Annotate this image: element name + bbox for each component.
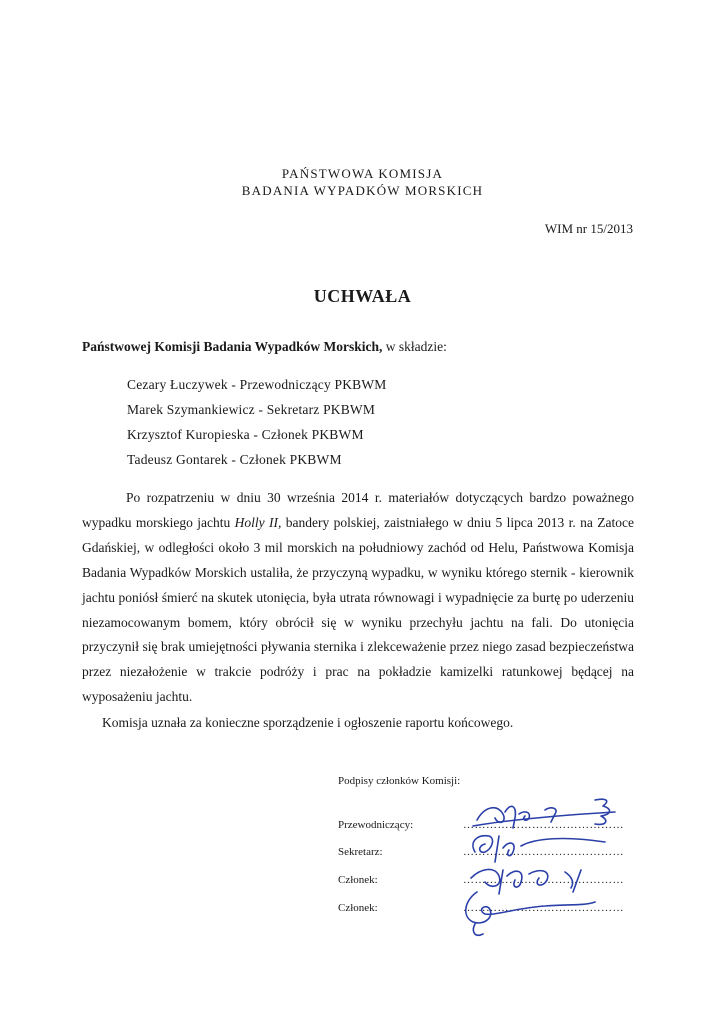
- signature-row-member-1: [338, 874, 624, 886]
- header-line-2: BADANIA WYPADKÓW MORSKICH: [241, 183, 484, 198]
- page-title: UCHWAŁA: [313, 286, 412, 306]
- member-1: Krzysztof Kuropieska - Członek PKBWM: [127, 427, 364, 442]
- intro-commission-name: Państwowej Komisji Badania Wypadków Morskich,: [82, 339, 383, 354]
- member-2: Tadeusz Gontarek - Członek PKBWM: [127, 452, 342, 467]
- vessel-name: Holly II,: [234, 514, 282, 530]
- signature-row-secretary: [338, 846, 624, 858]
- intro-rest: w składzie:: [382, 339, 447, 354]
- signature-label: Członek:: [338, 874, 378, 886]
- signature-member-2: [466, 892, 595, 935]
- signature-label: Przewodniczący:: [338, 819, 414, 831]
- signature-label: Sekretarz:: [338, 846, 383, 858]
- conclusion-paragraph: Komisja uznała za konieczne sporządzenie i ogłoszenie raportu końcowego.: [102, 715, 514, 730]
- intro-line: [82, 339, 447, 355]
- signature-line: ……………………………………: [463, 819, 624, 831]
- signature-line: ……………………………………: [463, 902, 624, 914]
- paragraph-start: Po rozpatrzeniu w dniu 30 września 2014 r. materiałów dotyczących bardzo poważnego wypadku morskiego jachtu: [82, 490, 634, 530]
- handwritten-signatures: [455, 792, 630, 942]
- signature-line: ……………………………………: [463, 846, 624, 858]
- signatures-title: Podpisy członków Komisji:: [338, 775, 461, 787]
- member-secretary: Marek Szymankiewicz - Sekretarz PKBWM: [127, 402, 376, 417]
- paragraph-end: bandery polskiej, zaistniałego w dniu 5 lipca 2013 r. na Zatoce Gdańskiej, w odległości około 3 mil morskich na południowy zachód od Helu, Państwowa Komisja Badania Wypadków Morskich ustaliła, że przyczyną wypadku, w wyniku którego sternik - kierownik jachtu poniósł śmierć na skutek utonięcia, była utrata równowagi i wypadnięcie za burtę po uderzeniu niezamocowanym bomem, który obrócił się w wyniku przechyłu jachtu na fali. Do utonięcia przyczynił się brak umiejętności pływania sternika i zlekceważenie przez niego zasad bezpieczeństwa przez niezałożenie w trakcie podróży i prac na pokładzie kamizelki ratunkowej będącej na wyposażeniu jachtu.: [82, 514, 634, 705]
- document-reference: WIM nr 15/2013: [544, 221, 633, 236]
- header-line-1: PAŃSTWOWA KOMISJA: [281, 166, 444, 181]
- signature-secretary: [473, 836, 605, 862]
- resolution-paragraph: [82, 486, 634, 710]
- signature-label: Członek:: [338, 902, 378, 914]
- member-chairman: Cezary Łuczywek - Przewodniczący PKBWM: [127, 377, 387, 392]
- signature-member-1: [471, 869, 581, 894]
- signature-row-chairman: [338, 819, 624, 831]
- signature-line: ……………………………………: [463, 874, 624, 886]
- signature-row-member-2: [338, 902, 624, 914]
